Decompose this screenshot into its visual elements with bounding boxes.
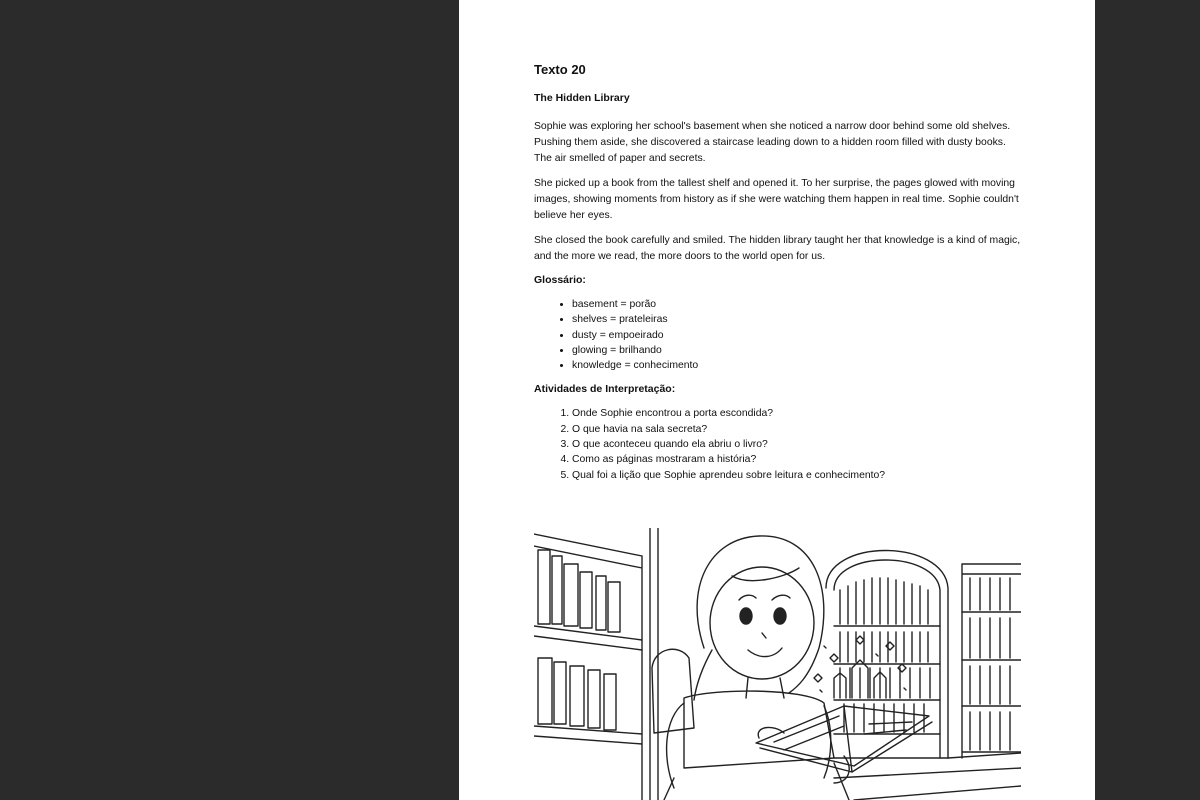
sophie-figure [652, 536, 849, 800]
glossary-item: • knowledge = conhecimento [572, 358, 1024, 373]
glossary-item: • shelves = prateleiras [572, 312, 1024, 327]
question-item: 5. Qual foi a lição que Sophie aprendeu sobre leitura e conhecimento? [572, 468, 1024, 483]
activities-heading: Atividades de Interpretação: [534, 383, 676, 396]
left-bookshelf [534, 528, 658, 800]
story-paragraph: She picked up a book from the tallest shelf and opened it. To her surprise, the pages glowed with moving images, showing moments from history as if she were watching them happen in real time. Sophie couldn't believe her eyes. [534, 178, 1019, 221]
text-number-heading: Texto 20 [534, 62, 586, 77]
library-illustration [534, 528, 1021, 800]
question-item: 3. O que aconteceu quando ela abriu o livro? [572, 437, 1024, 452]
page-content [534, 62, 1024, 493]
question-item: 2. O que havia na sala secreta? [572, 422, 1024, 437]
right-bookshelf [962, 564, 1021, 758]
story-paragraph: Sophie was exploring her school's basement when she noticed a narrow door behind some old shelves. Pushing them aside, she discovered a staircase leading down to a hidden room filled with dusty books. The air smelled of paper and secrets. [534, 121, 1011, 164]
glossary-heading: Glossário: [534, 274, 586, 286]
glossary-item: • basement = porão [572, 297, 1024, 312]
question-item: 4. Como as páginas mostraram a história? [572, 452, 1024, 467]
story-paragraph: She closed the book carefully and smiled. The hidden library taught her that knowledge is a kind of magic, and the more we read, the more doors to the world open for us. [534, 235, 1021, 262]
glossary-list [534, 297, 1024, 373]
questions-list [534, 406, 1024, 482]
glossary-item: • glowing = brilhando [572, 343, 1024, 358]
document-page [459, 0, 1095, 800]
arched-bookshelf [826, 551, 948, 759]
story-title: The Hidden Library [534, 92, 630, 104]
question-item: 1. Onde Sophie encontrou a porta escondida? [572, 406, 1024, 421]
glossary-item: • dusty = empoeirado [572, 328, 1024, 343]
